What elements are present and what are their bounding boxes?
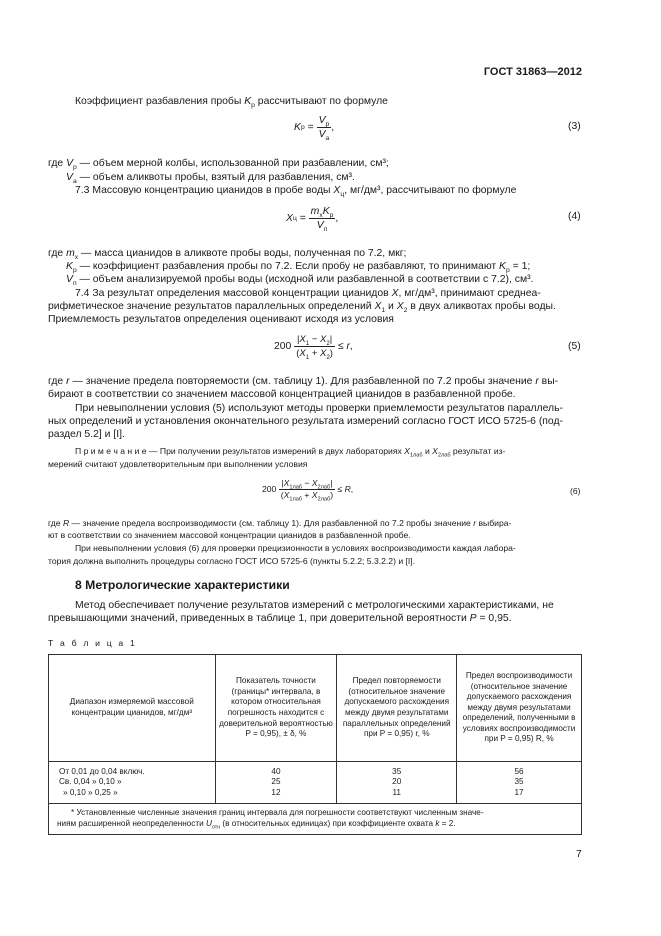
fail-condition-6-line2: тория должна выполнить процедуры согласно ГОСТ ИСО 5725-6 (пункты 5.2.2; 5.3.2.2) и [I]. (48, 556, 416, 566)
repeatability-2: 20 (392, 777, 402, 787)
fail-condition-5-line1: При невыполнении условия (5) используют методы проверки приемлемости результатов параллель- (75, 403, 563, 414)
fail-condition-5-line2: ных определений и установления окончательного результата измерений согласно ГОСТ ИСО 5725-6 (под- (48, 416, 564, 427)
section-8-text-line1: Метод обеспечивает получение результатов измерений с метрологическими характеристиками, не (75, 600, 554, 611)
table-footnote-row (49, 804, 582, 835)
header-range: Диапазон измеряемой массовой концентрации цианидов, мг/дм³ (49, 655, 216, 762)
reproducibility-cell (457, 762, 582, 804)
range-2: Св. 0,04 » 0,10 » (59, 777, 122, 787)
para-7-4-line2: рифметическое значение результатов параллельных определений $X_1$ и $X_2$ в двух аликвотах пробы воды. (48, 301, 556, 315)
section-8-title: 8 Метрологические характеристики (75, 578, 290, 592)
fail-condition-6-line1: При невыполнении условия (6) для проверки прецизионности в условиях воспроизводимости каждая лабора- (75, 543, 516, 553)
where-r-line1: где r — значение предела повторяемости (см. таблицу 1). Для разбавленной по 7.2 пробы значение r вы- (48, 376, 559, 387)
reproducibility-1: 56 (514, 766, 524, 776)
formula-6-number: (6) (570, 486, 581, 496)
note-line2: мерений считают удовлетворительным при выполнении условия (48, 459, 308, 469)
para-7-4-line3: Приемлемость результатов определения оценивают исходя из условия (48, 314, 394, 325)
fail-condition-5-line3: раздел 5.2] и [I]. (48, 429, 125, 440)
note-line1: П р и м е ч а н и е — При получении результатов измерений в двух лабораториях $X_{1лаб}$ и $X_{2лаб}$ результат из- (75, 446, 506, 459)
where-R-line2: ют в соответствии со значением массовой концентрации цианидов в разбавленной пробе. (48, 530, 411, 540)
where-vp: где $V_р$ — объем мерной колбы, использованной при разбавлении, см³; (48, 158, 389, 172)
table-header-row (49, 655, 582, 762)
accuracy-2: 25 (271, 777, 281, 787)
range-1: От 0,01 до 0,04 включ. (59, 766, 145, 776)
table-footnote (49, 804, 582, 835)
formula-6: 200 $\frac{|X_{1лаб} - X_{2лаб}|}{(X_{1лаб} + X_{2лаб})}$ ≤ R, (262, 478, 354, 504)
table-1-caption: Т а б л и ц а 1 (48, 638, 137, 648)
accuracy-cell (215, 762, 337, 804)
repeatability-cell (337, 762, 457, 804)
formula-5-number: (5) (568, 341, 581, 352)
para-7-4-line1: 7.4 За результат определения массовой концентрации цианидов X, мг/дм³, принимают среднеа- (75, 288, 541, 299)
range-3: » 0,10 » 0,25 » (63, 787, 118, 797)
where-r-line2: бирают в соответствии со значением массовой концентрацией цианидов в разбавленной пробе. (48, 389, 516, 400)
document-header: ГОСТ 31863—2012 (483, 66, 582, 78)
accuracy-1: 40 (271, 766, 281, 776)
formula-3-number: (3) (568, 121, 581, 132)
dilution-coefficient-intro: Коэффициент разбавления пробы $K_р$ рассчитывают по формуле (75, 96, 388, 110)
where-kp: $K_р$ — коэффициент разбавления пробы по 7.2. Если пробу не разбавляют, то принимают $K_р = 1$; (66, 261, 531, 275)
formula-4-number: (4) (568, 211, 581, 222)
repeatability-3: 11 (392, 787, 401, 797)
para-7-3: 7.3 Массовую концентрацию цианидов в пробе воды $X_ц$, мг/дм³, рассчитывают по формуле (75, 185, 517, 199)
where-va: $V_а$ — объем аликвоты пробы, взятый для разбавления, см³. (66, 172, 355, 186)
reproducibility-2: 35 (514, 777, 524, 787)
header-reproducibility: Предел воспроизводимости (относительное значение допускаемого расхождения между двумя результатами определений, полученными в условиях воспроизводимости при P = 0,95) R, % (457, 655, 582, 762)
where-mx: где $m_x$ — масса цианидов в аликвоте пробы воды, полученная по 7.2, мкг; (48, 248, 407, 262)
repeatability-1: 35 (392, 766, 402, 776)
accuracy-3: 12 (271, 787, 281, 797)
header-accuracy: Показатель точности (границы* интервала, в котором относительная погрешность находится с доверительной вероятностью P = 0,95), ± δ, % (215, 655, 337, 762)
reproducibility-3: 17 (514, 787, 524, 797)
page-number: 7 (576, 849, 582, 860)
where-vn: $V_п$ — объем анализируемой пробы воды (исходной или разбавленной в соответствии с 7.2), см³. (66, 274, 534, 288)
header-repeatability: Предел повторяемости (относительное значение допускаемого расхождения между двумя результатами параллельных определений при P = 0,95) r, % (337, 655, 457, 762)
formula-5: 200 $\frac{|X_1 - X_2|}{(X_1 + X_2)}$ ≤ r, (274, 334, 353, 362)
range-cell (49, 762, 216, 804)
where-R-line1: где R — значение предела воспроизводимости (см. таблицу 1). Для разбавленной по 7.2 пробы значение r выбира- (48, 518, 512, 528)
metrology-table (48, 654, 582, 835)
footnote-line2: ниям расширенной неопределенности $U_{отн}$ (в относительных единицах) при коэффициенте охвата k = 2. (57, 819, 456, 831)
formula-4: Xц = $\frac{m_xK_р}{V_п}$ , (286, 206, 339, 234)
section-8-text-line2: превышающими значений, приведенных в таблице 1, при доверительной вероятности P = 0,95. (48, 613, 512, 624)
formula-3: Kр = $\frac{V_р}{V_а}$ , (294, 115, 335, 143)
footnote-line1: * Установленные численные значения границ интервала для погрешности соответствуют численным значе- (71, 808, 484, 818)
table-data-row (49, 762, 582, 804)
